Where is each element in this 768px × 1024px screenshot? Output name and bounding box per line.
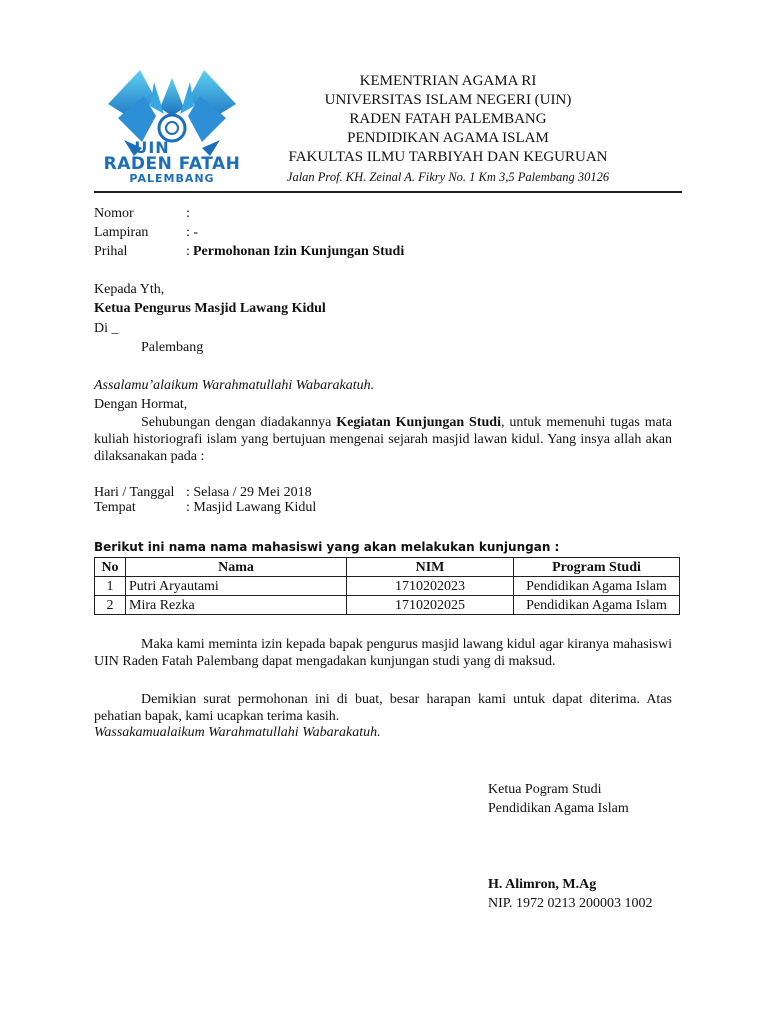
- p1-post: , untuk memenuhi tugas mata kuliah historiografi islam yang bertujuan mengenai sejarah masjid lawan kidul. Yang insya allah akan dilaksanakan pada :: [94, 415, 672, 464]
- logo-uin-text: UIN: [134, 138, 170, 157]
- recipient-di: Di _: [94, 321, 119, 336]
- table-intro: Berikut ini nama nama mahasiswi yang akan melakukan kunjungan :: [94, 540, 560, 554]
- recipient-greeting: Kepada Yth,: [94, 282, 165, 297]
- row-nim: 1710202025: [347, 596, 514, 615]
- paragraph-1: [94, 414, 672, 465]
- tempat-value: : Masjid Lawang Kidul: [186, 500, 317, 515]
- p1-pre: Sehubungan dengan diadakannya: [141, 415, 337, 430]
- hari-label: Hari / Tanggal: [94, 485, 175, 500]
- recipient-city: Palembang: [141, 340, 204, 355]
- row-no: 1: [95, 577, 126, 596]
- prihal-label: Prihal: [94, 244, 128, 259]
- lampiran-value: : -: [186, 225, 199, 240]
- salam-opening: Assalamu’alaikum Warahmatullahi Wabarakatuh.: [94, 378, 375, 393]
- signature-title-1: Ketua Pogram Studi: [488, 782, 602, 797]
- col-no-header: No: [95, 558, 126, 577]
- header-line-5: FAKULTAS ILMU TARBIYAH DAN KEGURUAN: [288, 149, 608, 165]
- signature-name: H. Alimron, M.Ag: [488, 877, 597, 892]
- prihal-colon: :: [186, 244, 190, 259]
- row-nama: Mira Rezka: [126, 596, 347, 615]
- row-no: 2: [95, 596, 126, 615]
- row-program: Pendidikan Agama Islam: [514, 596, 680, 615]
- p1-bold: Kegiatan Kunjungan Studi: [336, 415, 501, 430]
- table-row: [95, 577, 680, 596]
- dengan-hormat: Dengan Hormat,: [94, 397, 188, 412]
- nomor-label: Nomor: [94, 206, 134, 221]
- logo-name-text: RADEN FATAH: [103, 154, 241, 174]
- header-line-2: UNIVERSITAS ISLAM NEGERI (UIN): [324, 92, 572, 108]
- table-row: [95, 596, 680, 615]
- nomor-value: :: [186, 206, 190, 221]
- paragraph-2: Maka kami meminta izin kepada bapak pengurus masjid lawang kidul agar kiranya mahasiswi UIN Raden Fatah Palembang dapat mengadakan kunjungan studi yang di maksud.: [94, 637, 672, 669]
- row-nama: Putri Aryautami: [126, 577, 347, 596]
- tempat-label: Tempat: [94, 500, 136, 515]
- row-program: Pendidikan Agama Islam: [514, 577, 680, 596]
- student-table: [94, 557, 680, 615]
- logo-city-text: PALEMBANG: [129, 172, 215, 185]
- header-address: Jalan Prof. KH. Zeinal A. Fikry No. 1 Km 3,5 Palembang 30126: [286, 170, 610, 184]
- hari-value: : Selasa / 29 Mei 2018: [186, 485, 312, 500]
- recipient-name: Ketua Pengurus Masjid Lawang Kidul: [94, 301, 326, 316]
- col-nim-header: NIM: [347, 558, 514, 577]
- header-divider: [94, 191, 682, 193]
- paragraph-3: Demikian surat permohonan ini di buat, besar harapan kami untuk dapat diterima. Atas pehatian bapak, kami ucapkan terima kasih.: [94, 692, 672, 724]
- prihal-value: Permohonan Izin Kunjungan Studi: [193, 244, 405, 259]
- table-header-row: [95, 558, 680, 577]
- header-line-4: PENDIDIKAN AGAMA ISLAM: [347, 130, 549, 146]
- signature-title-2: Pendidikan Agama Islam: [488, 801, 629, 816]
- lampiran-label: Lampiran: [94, 225, 149, 240]
- col-nama-header: Nama: [126, 558, 347, 577]
- signature-nip: NIP. 1972 0213 200003 1002: [488, 896, 653, 911]
- salam-closing: Wassakamualaikum Warahmatullahi Wabarakatuh.: [94, 725, 381, 740]
- row-nim: 1710202023: [347, 577, 514, 596]
- col-program-header: Program Studi: [514, 558, 680, 577]
- header-line-1: KEMENTRIAN AGAMA RI: [359, 73, 537, 89]
- header-line-3: RADEN FATAH PALEMBANG: [349, 111, 547, 127]
